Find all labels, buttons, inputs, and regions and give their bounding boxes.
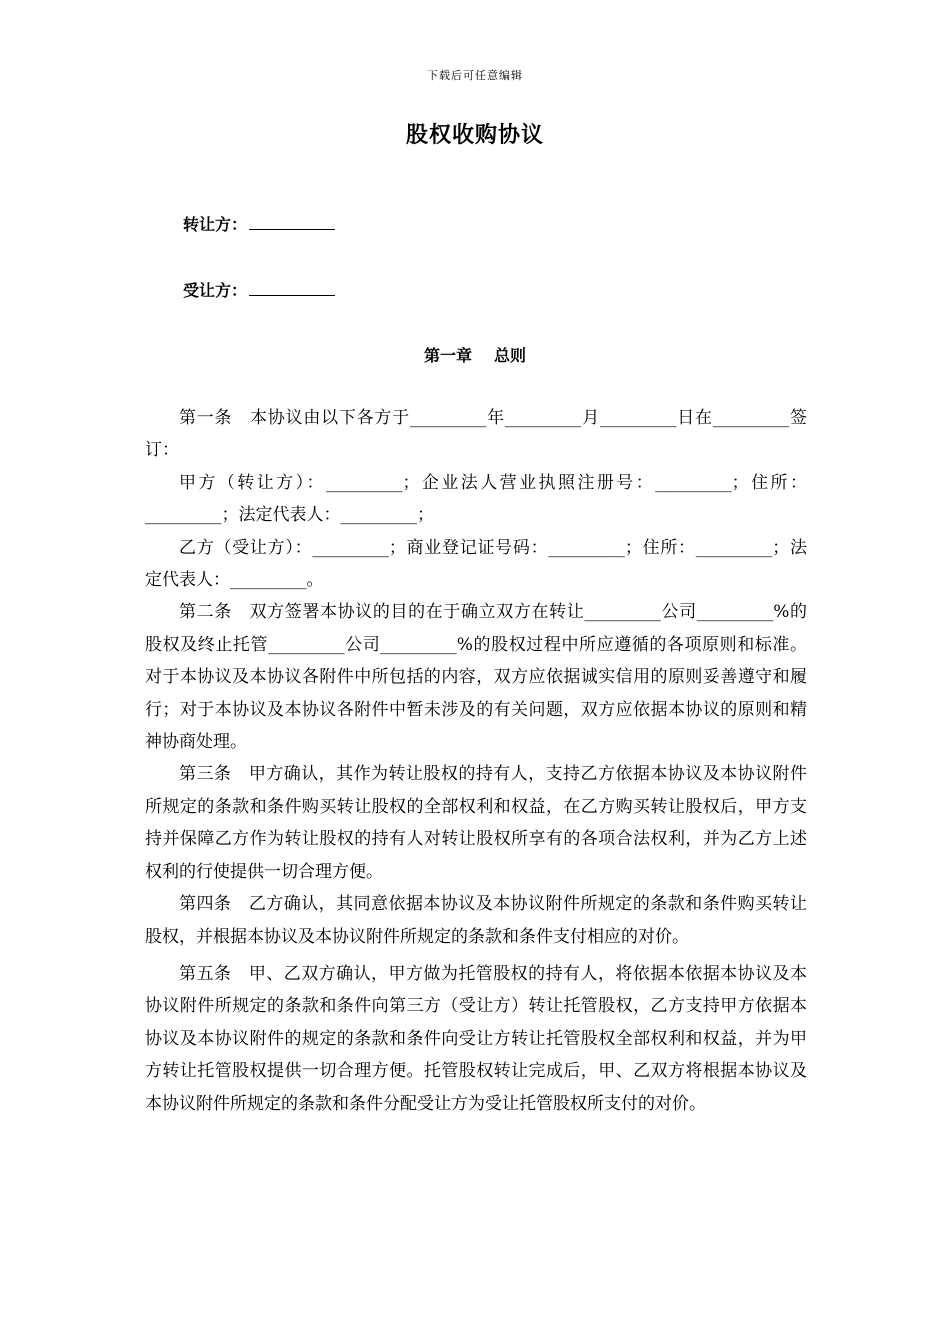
article-3: 第三条 甲方确认，其作为转让股权的持有人，支持乙方依据本协议及本协议附件所规定的条款和条件购买转让股权的全部权利和权益，在乙方购买转让股权后，甲方支持并保障乙方作为转让股权的持有人对转让股权所享有的各项合法权利，并为乙方上述权利的行使提供一切合理方便。 — [145, 764, 807, 882]
chapter-heading — [0, 343, 950, 366]
party-a-info: 甲方（转让方）：_________；企业法人营业执照注册号：_________；住所：_________；法定代表人：_________； — [145, 472, 807, 526]
transferee-line — [183, 278, 335, 301]
document-body — [145, 402, 807, 1120]
article-1: 第一条 本协议由以下各方于_________年_________月_________日在_________签订： — [145, 408, 807, 461]
document-title: 股权收购协议 — [405, 123, 544, 148]
article-5: 第五条 甲、乙双方确认，甲方做为托管股权的持有人，将依据本依据本协议及本协议附件所规定的条款和条件向第三方（受让方）转让托管股权，乙方支持甲方依据本协议及本协议附件的规定的条款和条件向受让方转让托管股权全部权利和权益，并为甲方转让托管股权提供一切合理方便。托管股权转让完成后，甲、乙双方将根据本协议及本协议附件所规定的条款和条件分配受让方为受让托管股权所支付的对价。 — [145, 963, 807, 1114]
header-note: 下载后可任意编辑 — [427, 69, 523, 82]
article-4: 第四条 乙方确认，其同意依据本协议及本协议附件所规定的条款和条件购买转让股权，并根据本协议及本协议附件所规定的条款和条件支付相应的对价。 — [145, 894, 807, 947]
chapter-number: 第一章 — [423, 346, 472, 365]
transferor-label: 转让方： — [183, 215, 248, 234]
transferee-label: 受让方： — [183, 281, 248, 300]
chapter-name: 总则 — [494, 346, 527, 365]
article-2: 第二条 双方签署本协议的目的在于确立双方在转让_________公司_________%的股权及终止托管_________公司_________%的股权过程中所应遵循的各项原则和标准。对于本协议及本协议各附件中所包括的内容，双方应依据诚实信用的原则妥善遵守和履行；对于本协议及本协议各附件中暂未涉及的有关问题，双方应依据本协议的原则和精神协商处理。 — [145, 602, 807, 753]
party-b-info: 乙方（受让方）：_________；商业登记证号码：_________；住所：_________；法定代表人：_________。 — [145, 537, 807, 591]
transferee-blank — [249, 281, 335, 296]
transferor-blank — [249, 215, 335, 230]
transferor-line — [183, 212, 335, 235]
